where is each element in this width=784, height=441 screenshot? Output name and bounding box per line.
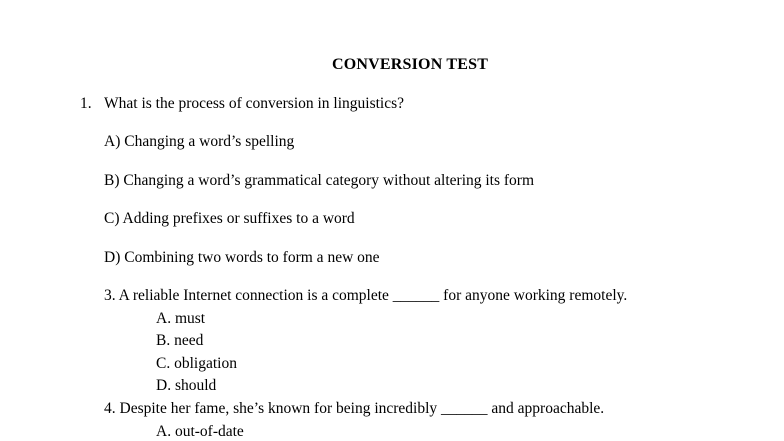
- question-1-option-d: D) Combining two words to form a new one: [104, 249, 380, 266]
- question-3-option-a: A. must: [156, 310, 206, 327]
- question-1-option-c: C) Adding prefixes or suffixes to a word: [104, 210, 355, 227]
- question-1-number: 1.: [80, 95, 92, 112]
- question-4-option-a: A. out-of-date: [156, 423, 244, 440]
- question-3-text: 3. A reliable Internet connection is a complete ______ for anyone working remotely.: [104, 287, 628, 304]
- question-3-option-d: D. should: [156, 377, 217, 394]
- question-1-option-a: A) Changing a word’s spelling: [104, 133, 295, 150]
- question-3-option-c: C. obligation: [156, 355, 237, 372]
- question-4-text: 4. Despite her fame, she’s known for being incredibly ______ and approachable.: [104, 400, 605, 417]
- test-title: CONVERSION TEST: [332, 56, 489, 73]
- question-1-option-b: B) Changing a word’s grammatical category without altering its form: [104, 172, 535, 189]
- question-1-text: What is the process of conversion in linguistics?: [104, 95, 405, 112]
- question-3-option-b: B. need: [156, 332, 204, 349]
